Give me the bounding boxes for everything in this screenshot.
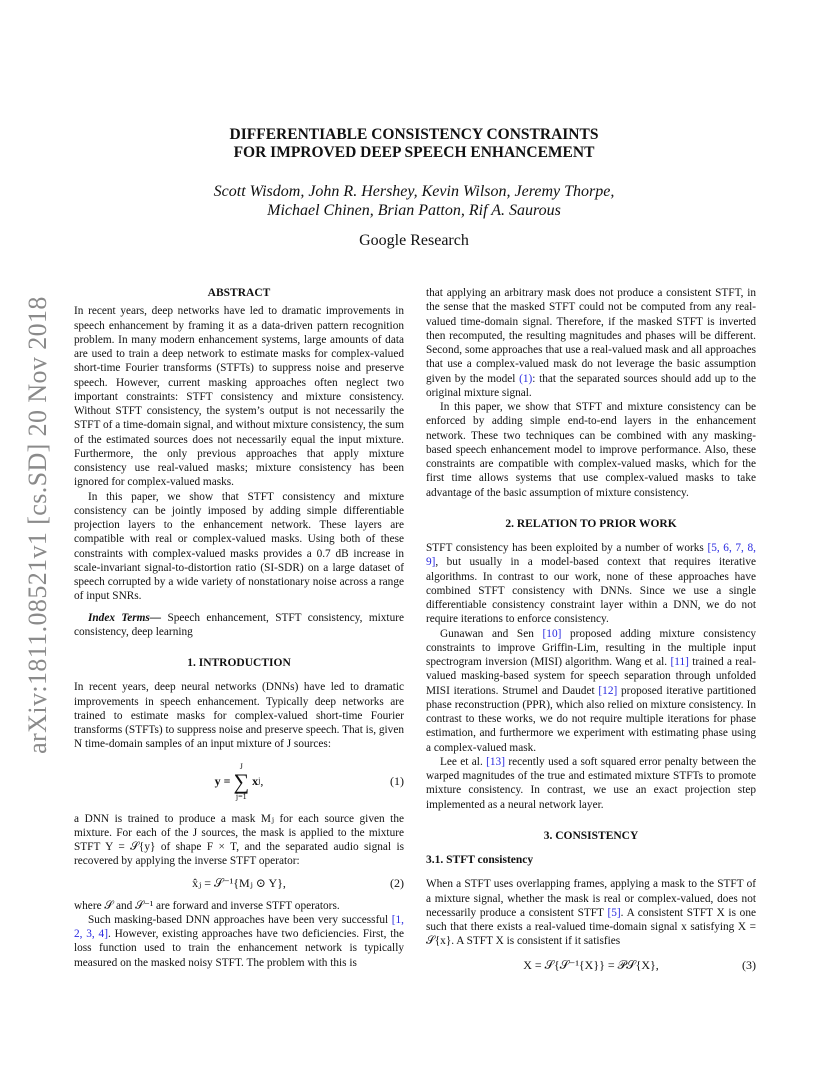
equation-2 (74, 869, 404, 899)
index-terms-label: Index Terms— (88, 611, 162, 624)
arxiv-sidebar (18, 285, 58, 765)
subsection-3-1-heading: 3.1. STFT consistency (426, 854, 534, 866)
s31p1-text-a: When a STFT uses overlapping frames, applying a mask to the STFT of a mixture signal, whether the mask is real or complex-valued, does not necessarily produce a consistent STFT (426, 878, 756, 919)
right-column (426, 286, 756, 983)
authors-line-2: Michael Chinen, Brian Patton, Rif A. Saurous (267, 202, 561, 219)
eq1-upper-limit: J (239, 761, 243, 771)
eq3-body: X = 𝒮{𝒮⁻¹{X}} = 𝒫𝒮{X}, (523, 958, 659, 973)
left-column (74, 286, 404, 970)
eq2-number: (2) (390, 876, 404, 891)
right-paragraph-1 (426, 286, 756, 400)
section-3-heading: 3. CONSISTENCY (543, 829, 639, 842)
equation-ref-link[interactable]: (1) (519, 372, 533, 385)
section-3-1-paragraph-1 (426, 877, 756, 948)
citation-link[interactable]: [1, 2, 3, 4] (74, 913, 404, 940)
title-line-2: FOR IMPROVED DEEP SPEECH ENHANCEMENT (233, 144, 595, 161)
abstract-paragraph-1: In recent years, deep networks have led to dramatic improvements in speech enhancement by framing it as a data-driven pattern recognition problem. In many modern enhancement systems, large amounts of data are used to train a deep network to estimate masks for complex-valued short-time Fourier transforms (STFTs) to suppress noise and preserve speech. However, current masking approaches often neglect two important constraints: STFT consistency and mixture consistency. Without STFT consistency, the system’s output is not necessarily the STFT of a time-domain signal, and without mixture consistency, the sum of the estimated sources does not necessarily equal the input mixture. Furthermore, the only previous approaches that apply mixture consistency use real-valued masks; mixture consistency has been ignored for complex-valued masks. (74, 305, 404, 489)
abstract-heading: ABSTRACT (207, 287, 271, 299)
right-paragraph-2: In this paper, we show that STFT and mixture consistency can be enforced by adding simple end-to-end layers in the enhancement network. These two techniques can be combined with any masking-based speech enhancement model to improve performance. Also, these constraints are compatible with complex-valued masks, which for the first time allows systems that use complex-valued masks to take advantage of the basic assumption of mixture consistency. (426, 401, 756, 499)
arxiv-identifier: arXiv:1811.08521v1 [cs.SD] 20 Nov 2018 (23, 296, 52, 754)
citation-link[interactable]: [12] (598, 684, 618, 697)
citation-link[interactable]: [13] (486, 755, 505, 768)
section-2-paragraph-3 (426, 755, 756, 812)
eq3-number: (3) (742, 958, 756, 973)
right-p1-text-a: that applying an arbitrary mask does not produce a consistent STFT, in the sense that the masked STFT could not be computed from any real-valued time-domain signal. Therefore, if the masked STFT is inverted then recomputed, the resulting magnitudes and phases will be different. Second, some approaches that use a real-valued mask and all approaches that use a complex-valued mask do not leverage the basic assumption given by the model (426, 287, 756, 385)
section-2-heading: 2. RELATION TO PRIOR WORK (505, 517, 677, 530)
citation-link[interactable]: [10] (542, 627, 562, 640)
intro-p4-text-b: . However, existing approaches have two deficiencies. First, the loss function used to train the enhancement network is typically measured on the masked noisy STFT. The problem with this is (74, 928, 405, 969)
eq1-lower-limit: j=1 (235, 791, 247, 801)
intro-paragraph-2: a DNN is trained to produce a mask Mⱼ for each source given the mixture. For each of the J sources, the mask is applied to the mixture STFT Y = 𝒮{y} of shape F × T, and the separated audio signal is recovered by applying the inverse STFT operator: (74, 812, 404, 868)
right-p1-text-b: : that the separated sources should add up to the original mixture signal. (426, 372, 756, 399)
index-terms (74, 611, 404, 640)
eq1-end: , (260, 774, 264, 789)
intro-paragraph-3: where 𝒮 and 𝒮⁻¹ are forward and inverse STFT operators. (74, 899, 340, 912)
eq2-body: x̂ⱼ = 𝒮⁻¹{Mⱼ ⊙ Y}, (192, 876, 286, 891)
intro-paragraph-4 (74, 913, 404, 970)
eq1-number: (1) (390, 774, 404, 789)
s2p2-text-d: proposed iterative partitioned phase reconstruction (PPR), which also relied on mixture consistency. In contrast to these works, we do not require multiple iterations for phase estimation, and furthermore we experiment with estimating phase using a complex-valued mask. (426, 684, 756, 754)
section-2-paragraph-1 (426, 541, 756, 627)
s2p3-text-a: Lee et al. (440, 755, 487, 768)
citation-link[interactable]: [5] (607, 906, 621, 919)
eq1-rhs: x (252, 774, 259, 789)
s2p2-text-b: proposed adding mixture consistency constraints to improve Griffin-Lim, resulting in the multiple input spectrogram inversion (MISI) algorithm. Wang et al. (426, 627, 756, 668)
equation-1 (74, 752, 404, 812)
index-terms-text: Speech enhancement, STFT consistency, mixture consistency, deep learning (74, 611, 404, 638)
s2p2-text-c: trained a real-valued masking-based system for speech separation through unfolded MISI iterations. Strumel and Daudet (426, 656, 757, 697)
abstract-paragraph-2: In this paper, we show that STFT consistency and mixture consistency can be jointly imposed by adding simple differentiable projection layers to the enhancement network. These layers are compatible with real or complex-valued masks. Using both of these constraints with complex-valued masks provides a 0.7 dB increase in scale-invariant signal-to-distortion ratio (SI-SDR) on a large dataset of speech corrupted by a wide variety of nonstationary noise across a range of input SNRs. (74, 490, 404, 603)
s2p1-text-b: , but usually in a model-based context that requires iterative algorithms. In contrast to our work, none of these approaches have combined STFT consistency with DNNs. Since we use a single differentiable consistency constraint layer within a DNN, we do not require iterations to enforce consistency. (426, 556, 756, 626)
citation-link[interactable]: [5, 6, 7, 8, 9] (426, 542, 756, 569)
affiliation: Google Research (359, 232, 469, 249)
author-list (0, 182, 828, 220)
section-2-paragraph-2 (426, 627, 756, 755)
intro-p4-text-a: Such masking-based DNN approaches have been very successful (88, 913, 392, 926)
eq1-lhs: y = (214, 774, 231, 789)
intro-paragraph-1: In recent years, deep neural networks (DNNs) have led to dramatic improvements in speech enhancement. Typically deep networks are trained to estimate masks for complex-valued short-time Fourier transforms (STFTs) to suppress noise and preserve speech. That is, given N time-domain samples of an input mixture of J sources: (74, 681, 404, 751)
s2p1-text-a: STFT consistency has been exploited by a number of works (426, 542, 708, 554)
title-line-1: DIFFERENTIABLE CONSISTENCY CONSTRAINTS (229, 126, 599, 143)
s2p2-text-a: Gunawan and Sen (440, 627, 543, 640)
eq1-subscript: j (258, 776, 261, 786)
s31p1-text-b: . A consistent STFT X is one such that there exists a real-valued time-domain signal x satisfying X = 𝒮{x}. A STFT X is consistent if it satisfies (426, 906, 756, 948)
eq1-sum-symbol: ∑ (233, 768, 250, 794)
equation-3 (426, 949, 756, 983)
paper-title (0, 126, 828, 162)
citation-link[interactable]: [11] (670, 656, 689, 668)
authors-line-1: Scott Wisdom, John R. Hershey, Kevin Wilson, Jeremy Thorpe, (213, 183, 615, 200)
s2p3-text-b: recently used a soft squared error penalty between the warped magnitudes of the true and estimated mixture STFTs to promote mixture consistency. In contrast, we use an exact projection step implemented as a neural network layer. (426, 755, 757, 811)
introduction-heading: 1. INTRODUCTION (187, 657, 291, 669)
